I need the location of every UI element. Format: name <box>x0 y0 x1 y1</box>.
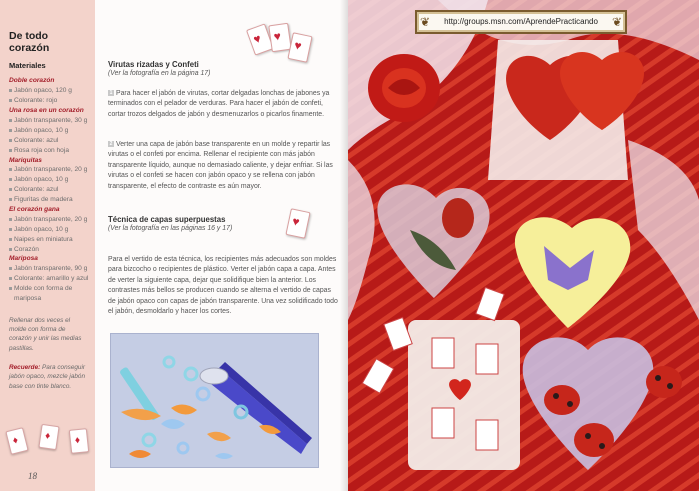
page-number: 18 <box>28 471 37 481</box>
step-number-1: 1 <box>109 90 113 96</box>
section-subtitle-shavings: (Ver la fotografía en la página 17) <box>108 70 211 77</box>
note-remember <box>9 363 89 391</box>
ornament-left-icon: ❦ <box>420 15 431 29</box>
section-subtitle-layers: (Ver la fotografía en las páginas 16 y 17) <box>108 225 233 232</box>
playing-card-icon: ♥ <box>268 23 292 53</box>
photo-peeler-and-shavings <box>110 333 319 468</box>
section-title-shavings: Virutas rizadas y Confeti <box>108 60 199 69</box>
playing-card-icon: ♥ <box>285 208 310 239</box>
material-item: Colorante: amarillo y azul <box>9 274 89 284</box>
material-item: Colorante: azul <box>9 185 89 195</box>
material-item: Figuritas de madera <box>9 195 89 205</box>
card-icon <box>5 427 28 455</box>
material-group-title: Doble corazón <box>9 77 55 85</box>
step-1-text: Para hacer el jabón de virutas, cortar delgadas lonchas de jabones ya terminados con el pelador de verduras. Para hacer el jabón de confeti, cortar trozos delgados de jabón y desmenuzarlos o picarlos finamente. <box>108 90 330 118</box>
note-fill-twice: Rellenar dos veces el molde con forma de corazón y unir las medias pastillas. <box>9 316 82 352</box>
material-item: Jabón transparente, 20 g <box>9 215 89 225</box>
note-remember-label: Recuerde: <box>9 363 41 371</box>
material-group-title: Mariquitas <box>9 156 42 164</box>
materials-list <box>9 76 89 303</box>
step-2 <box>108 140 338 192</box>
material-item: Jabón opaco, 10 g <box>9 126 89 136</box>
soap-photo-svg <box>348 0 699 491</box>
playing-card-icon: ♥ <box>287 32 312 63</box>
material-item: Jabón transparente, 30 g <box>9 116 89 126</box>
title-line-2: corazón <box>9 42 50 55</box>
material-item: Naipes en miniatura <box>9 235 89 245</box>
watermark-url-banner <box>415 10 627 34</box>
left-page <box>0 0 348 491</box>
page-gutter-shadow <box>340 0 348 491</box>
materials-sidebar <box>0 0 95 491</box>
section-title-layers: Técnica de capas superpuestas <box>108 215 226 224</box>
ornament-right-icon: ❦ <box>611 15 622 29</box>
playing-card-icon: ♥ <box>246 23 274 55</box>
materials-heading: Materiales <box>9 61 46 71</box>
title-line-1: De todo <box>9 30 49 42</box>
material-item: Colorante: rojo <box>9 96 89 106</box>
material-item: Jabón transparente, 20 g <box>9 165 89 175</box>
playing-cards-illustration <box>6 423 94 463</box>
material-item: Jabón opaco, 10 g <box>9 175 89 185</box>
material-group-title: El corazón gana <box>9 205 60 213</box>
layers-paragraph: Para el vertido de esta técnica, los recipientes más adecuados son moldes para bizcocho o recipientes de plástico. Verter el jabón capa a capa. Antes de verter la siguiente capa, dejar que solidifique bien la anterior. Los contrastes más bellos se producen cuando se alterna el vertido de capas de jabón opaco con capas de jabón transparente. Una vez solidificado todo el jabón, desmoldarlo y hacer los cortes. <box>108 256 338 316</box>
card-icon <box>38 424 59 450</box>
material-item: Rosa roja con hoja <box>9 146 89 156</box>
material-item: Jabón opaco, 120 g <box>9 86 89 96</box>
material-item: Molde con forma de mariposa <box>9 284 89 304</box>
material-group-title: Mariposa <box>9 255 38 263</box>
material-group-title: Una rosa en un corazón <box>9 107 84 115</box>
watermark-url-text: http://groups.msn.com/AprendePracticando <box>444 17 598 26</box>
sidebar-title <box>9 30 89 54</box>
step-1 <box>108 89 338 120</box>
material-item: Corazón <box>9 245 89 255</box>
material-item: Jabón transparente, 90 g <box>9 264 89 274</box>
right-page-photo <box>348 0 699 491</box>
photo-peeler-svg <box>111 334 319 468</box>
note-remember-text: Para conseguir jabón opaco, mezcle jabón base con tinte blanco. <box>9 363 86 390</box>
material-item: Colorante: azul <box>9 136 89 146</box>
material-item: Jabón opaco, 10 g <box>9 225 89 235</box>
card-icon <box>69 428 89 454</box>
step-2-text: Verter una capa de jabón base transparente en un molde y repartir las virutas o el confeti por encima. Rellenar el recipiente con más jabón transparente líquido, aunque no demasiado caliente, y dejar enfriar. Si las virutas o el confeti se hacen con jabón opaco y se rellena con jabón transparente, el efecto de contraste es aún mayor. <box>108 141 333 190</box>
step-number-2: 2 <box>109 141 113 147</box>
